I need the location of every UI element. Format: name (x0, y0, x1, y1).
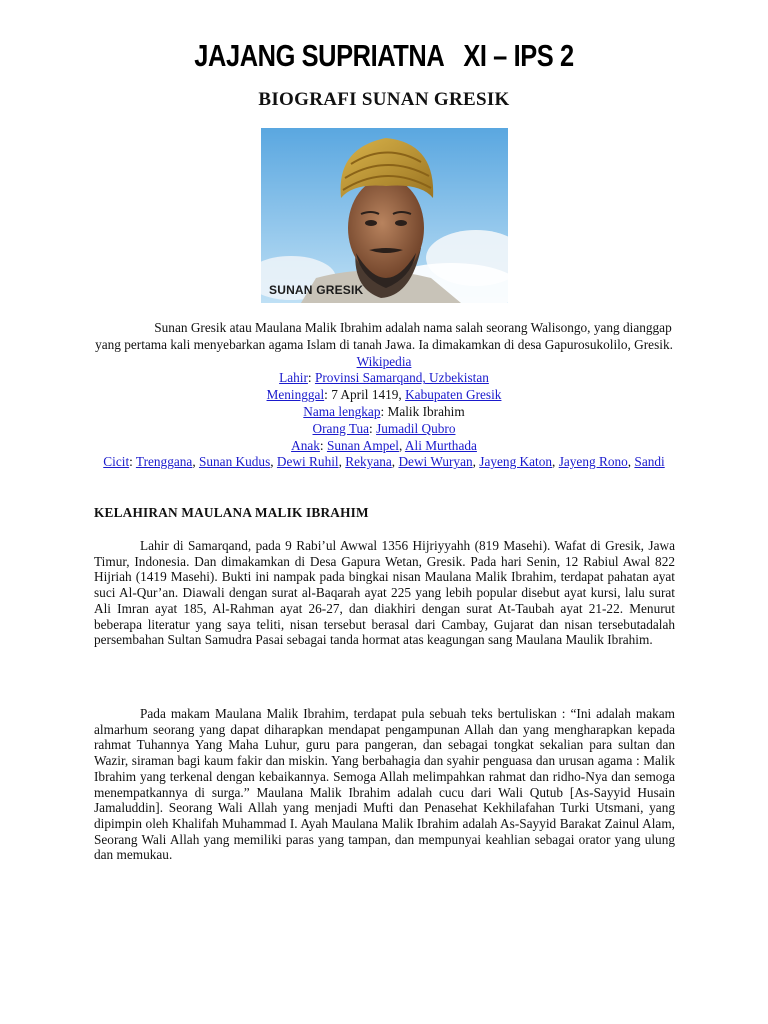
child-link[interactable]: Ali Murthada (404, 437, 477, 453)
great-grandchild-link[interactable]: Jayeng Rono (558, 454, 628, 470)
author-class-header: JAJANG SUPRIATNA XI – IPS 2 (194, 38, 574, 73)
great-grandchild-link[interactable]: Dewi Ruhil (276, 454, 339, 470)
fullname-label[interactable]: Nama lengkap (303, 403, 381, 419)
great-grandchild-link[interactable]: Sandi (634, 454, 665, 470)
children-row: Anak: Sunan Ampel, Ali Murthada (291, 437, 477, 453)
child-link[interactable]: Sunan Ampel (326, 437, 399, 453)
portrait-caption: SUNAN GRESIK (269, 283, 364, 297)
born-label[interactable]: Lahir (279, 370, 308, 386)
great-grandchild-link[interactable]: Rekyana (345, 454, 392, 470)
died-label[interactable]: Meninggal (266, 387, 325, 403)
died-date: 7 April 1419, (331, 387, 402, 403)
wikipedia-link[interactable]: Wikipedia (356, 353, 412, 369)
intro-text: Sunan Gresik atau Maulana Malik Ibrahim adalah nama salah seorang Walisongo, yang dianggap yang pertama kali menyebarkan agama Islam di tanah Jawa. Ia dimakamkan di desa Gapurosukolilo, Gresik. (95, 320, 673, 352)
born-value-link[interactable]: Provinsi Samarqand, Uzbekistan (314, 370, 489, 386)
paragraph-1-text: Lahir di Samarqand, pada 9 Rabi’ul Awwal 1356 Hijriyyahh (819 Masehi). Wafat di Gresik, Jawa Timur, Indonesia. Dan dimakamkan di Desa Gapura Wetan, Gresik. Pada hari Senin, 12 Rabiul Awal 822 Hijriah (1419 Masehi). Bukti ini nampak pada bingkai nisan Maulana Malik Ibrahim, terdapat pahatan ayat suci Al-Qur’an. Diawali dengan surat al-Baqarah ayat 225 yang lebih popular disebut ayat kursi, lalu surat Ali Imran ayat 185, Al-Rahman ayat 26-27, dan diakhiri dengan surat At-Taubah ayat 21-22. Menurut beberapa literatur yang saya teliti, nisan tersebut berasal dari Cambay, Gujarat dan nisan tersebutadalah persembahan Sultan Samudra Pasai sebagai tanda hormat atas keagungan sang Maulana Maulik Ibrahim. (94, 538, 675, 648)
great-grandchild-link[interactable]: Trenggana (135, 454, 193, 470)
infobox (94, 320, 674, 471)
great-grandchildren-label[interactable]: Cicit (103, 454, 130, 470)
died-place-link[interactable]: Kabupaten Gresik (405, 387, 502, 403)
parents-row: Orang Tua: Jumadil Qubro (312, 420, 456, 436)
born-row: Lahir: Provinsi Samarqand, Uzbekistan (279, 370, 489, 386)
document-title: BIOGRAFI SUNAN GRESIK (258, 89, 510, 110)
parents-label[interactable]: Orang Tua (312, 420, 370, 436)
great-grandchild-link[interactable]: Sunan Kudus (198, 454, 271, 470)
portrait-image (261, 128, 508, 303)
great-grandchild-link[interactable]: Dewi Wuryan (398, 454, 473, 470)
great-grandchildren-row: Cicit: Trenggana, Sunan Kudus, Dewi Ruhil, Rekyana, Dewi Wuryan, Jayeng Katon, Jayeng Rono, Sandi (103, 454, 665, 470)
children-label[interactable]: Anak (291, 437, 320, 453)
intro-paragraph (94, 320, 674, 370)
died-row: Meninggal: 7 April 1419, Kabupaten Gresik (266, 387, 502, 403)
parents-value-link[interactable]: Jumadil Qubro (376, 420, 456, 436)
paragraph-2-text: Pada makam Maulana Malik Ibrahim, terdapat pula sebuah teks bertuliskan : “Ini adalah makam almarhum seorang yang dapat diharapkan mendapat pengampunan Allah dan yang mengharapkan kepada rahmat Tuhannya Yang Maha Luhur, guru para pangeran, dan sebagai tongkat sekalian para sultan dan Wazir, siraman bagi kaum fakir dan miskin. Yang berbahagia dan syahir penguasa dan urusan agama : Malik Ibrahim yang terkenal dengan kebaikannya. Semoga Allah melimpahkan rahmat dan ridho-Nya dan semoga menempatkannya di surga.” Maulana Malik Ibrahim adalah cucu dari Wali Qutub [As-Sayyid Husain Jamaluddin]. Seorang Wali Allah yang menjadi Mufti dan Penasehat Kekhilafahan Turki Utsmani, yang dipimpin oleh Khalifah Muhammad I. Ayah Maulana Malik Ibrahim adalah As-Sayyid Barakat Zainul Alam, Seorang Wali Allah yang memiliki paras yang tampan, dan mempunyai keahlian sebagai orator yang ulung dan memukau. (94, 706, 675, 863)
great-grandchild-link[interactable]: Jayeng Katon (479, 454, 553, 470)
fullname-row: Nama lengkap: Malik Ibrahim (303, 403, 465, 419)
body-paragraph-2 (94, 706, 675, 863)
fullname-value: Malik Ibrahim (387, 403, 465, 419)
section-heading: KELAHIRAN MAULANA MALIK IBRAHIM (94, 505, 369, 520)
body-paragraph-1 (94, 538, 675, 648)
